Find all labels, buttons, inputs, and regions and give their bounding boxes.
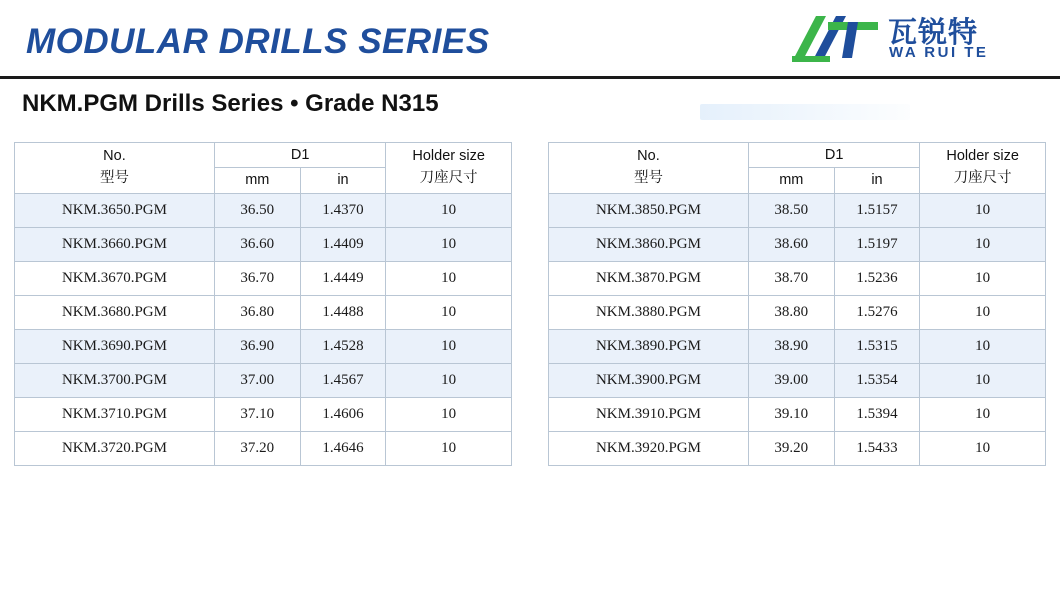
cell-in: 1.4449 xyxy=(300,261,386,295)
cell-holder: 10 xyxy=(920,329,1046,363)
cell-in: 1.4409 xyxy=(300,227,386,261)
spec-table-left xyxy=(14,142,512,466)
cell-no: NKM.3910.PGM xyxy=(549,397,749,431)
cell-in: 1.4606 xyxy=(300,397,386,431)
cell-mm: 37.00 xyxy=(214,363,300,397)
cell-in: 1.4528 xyxy=(300,329,386,363)
cell-mm: 39.00 xyxy=(748,363,834,397)
col-header-no xyxy=(15,143,215,194)
cell-in: 1.4646 xyxy=(300,431,386,465)
cell-in: 1.5236 xyxy=(834,261,920,295)
cell-no: NKM.3690.PGM xyxy=(15,329,215,363)
table-row xyxy=(15,397,512,431)
cell-no: NKM.3660.PGM xyxy=(15,227,215,261)
table-row xyxy=(549,295,1046,329)
col-header-in: in xyxy=(834,168,920,193)
col-header-in: in xyxy=(300,168,386,193)
col-header-d1: D1 xyxy=(748,143,919,168)
table-row xyxy=(549,329,1046,363)
cell-holder: 10 xyxy=(920,227,1046,261)
cell-no: NKM.3700.PGM xyxy=(15,363,215,397)
cell-no: NKM.3920.PGM xyxy=(549,431,749,465)
logo-english-name: WA RUI TE xyxy=(889,44,989,61)
cell-in: 1.5315 xyxy=(834,329,920,363)
spec-table-right xyxy=(548,142,1046,466)
table-row xyxy=(549,261,1046,295)
cell-no: NKM.3850.PGM xyxy=(549,193,749,227)
cell-mm: 36.60 xyxy=(214,227,300,261)
table-body-left xyxy=(15,193,512,465)
table-row xyxy=(549,397,1046,431)
col-header-holder xyxy=(920,143,1046,194)
cell-mm: 39.20 xyxy=(748,431,834,465)
table-header-row-1 xyxy=(15,143,512,168)
col-header-no-cn: 型号 xyxy=(633,169,663,186)
cell-no: NKM.3900.PGM xyxy=(549,363,749,397)
col-header-no xyxy=(549,143,749,194)
table-row xyxy=(549,431,1046,465)
cell-holder: 10 xyxy=(920,363,1046,397)
wrt-logo-mark-icon xyxy=(790,12,882,64)
table-row xyxy=(549,363,1046,397)
cell-mm: 36.70 xyxy=(214,261,300,295)
cell-in: 1.5354 xyxy=(834,363,920,397)
cell-mm: 38.60 xyxy=(748,227,834,261)
cell-holder: 10 xyxy=(386,363,512,397)
col-header-mm: mm xyxy=(214,168,300,193)
table-row xyxy=(15,431,512,465)
cell-holder: 10 xyxy=(386,227,512,261)
table-row xyxy=(15,227,512,261)
spec-table-right-wrapper xyxy=(548,142,1046,466)
col-header-mm: mm xyxy=(748,168,834,193)
cell-holder: 10 xyxy=(920,295,1046,329)
cell-in: 1.5197 xyxy=(834,227,920,261)
cell-in: 1.5157 xyxy=(834,193,920,227)
table-row xyxy=(549,193,1046,227)
table-row xyxy=(15,363,512,397)
table-head xyxy=(15,143,512,194)
cell-mm: 38.80 xyxy=(748,295,834,329)
cell-no: NKM.3870.PGM xyxy=(549,261,749,295)
cell-no: NKM.3650.PGM xyxy=(15,193,215,227)
series-subtitle: NKM.PGM Drills Series • Grade N315 xyxy=(22,90,439,117)
cell-mm: 37.20 xyxy=(214,431,300,465)
cell-holder: 10 xyxy=(386,397,512,431)
cell-no: NKM.3860.PGM xyxy=(549,227,749,261)
table-head xyxy=(549,143,1046,194)
cell-mm: 38.70 xyxy=(748,261,834,295)
table-row xyxy=(549,227,1046,261)
cell-no: NKM.3890.PGM xyxy=(549,329,749,363)
col-header-no-en: No. xyxy=(103,148,126,164)
cell-mm: 36.90 xyxy=(214,329,300,363)
spec-table-left-wrapper xyxy=(14,142,512,466)
cell-in: 1.5394 xyxy=(834,397,920,431)
cell-holder: 10 xyxy=(920,261,1046,295)
cell-holder: 10 xyxy=(920,431,1046,465)
page-header xyxy=(0,0,1060,78)
cell-mm: 38.90 xyxy=(748,329,834,363)
cell-mm: 36.80 xyxy=(214,295,300,329)
col-header-no-cn: 型号 xyxy=(99,169,129,186)
cell-holder: 10 xyxy=(920,397,1046,431)
cell-in: 1.5276 xyxy=(834,295,920,329)
cell-holder: 10 xyxy=(386,329,512,363)
table-row xyxy=(15,261,512,295)
cell-no: NKM.3720.PGM xyxy=(15,431,215,465)
cell-holder: 10 xyxy=(386,193,512,227)
cell-holder: 10 xyxy=(386,261,512,295)
cell-mm: 38.50 xyxy=(748,193,834,227)
decorative-highlight xyxy=(700,104,910,120)
page-title: MODULAR DRILLS SERIES xyxy=(26,22,490,61)
spec-tables xyxy=(0,142,1060,466)
cell-in: 1.5433 xyxy=(834,431,920,465)
cell-holder: 10 xyxy=(920,193,1046,227)
table-row xyxy=(15,193,512,227)
cell-in: 1.4488 xyxy=(300,295,386,329)
cell-mm: 36.50 xyxy=(214,193,300,227)
cell-in: 1.4370 xyxy=(300,193,386,227)
cell-mm: 39.10 xyxy=(748,397,834,431)
table-row xyxy=(15,295,512,329)
cell-holder: 10 xyxy=(386,295,512,329)
col-header-holder-cn: 刀座尺寸 xyxy=(953,169,1012,186)
col-header-holder-en: Holder size xyxy=(412,148,485,164)
cell-mm: 37.10 xyxy=(214,397,300,431)
cell-no: NKM.3680.PGM xyxy=(15,295,215,329)
table-header-row-1 xyxy=(549,143,1046,168)
col-header-d1: D1 xyxy=(214,143,385,168)
col-header-holder-cn: 刀座尺寸 xyxy=(419,169,478,186)
company-logo xyxy=(790,8,1040,70)
table-body-right xyxy=(549,193,1046,465)
col-header-holder-en: Holder size xyxy=(946,148,1019,164)
col-header-no-en: No. xyxy=(637,148,660,164)
cell-no: NKM.3670.PGM xyxy=(15,261,215,295)
cell-no: NKM.3710.PGM xyxy=(15,397,215,431)
cell-no: NKM.3880.PGM xyxy=(549,295,749,329)
table-row xyxy=(15,329,512,363)
logo-chinese-name: 瓦锐特 xyxy=(888,17,979,49)
col-header-holder xyxy=(386,143,512,194)
cell-holder: 10 xyxy=(386,431,512,465)
cell-in: 1.4567 xyxy=(300,363,386,397)
header-divider xyxy=(0,76,1060,79)
